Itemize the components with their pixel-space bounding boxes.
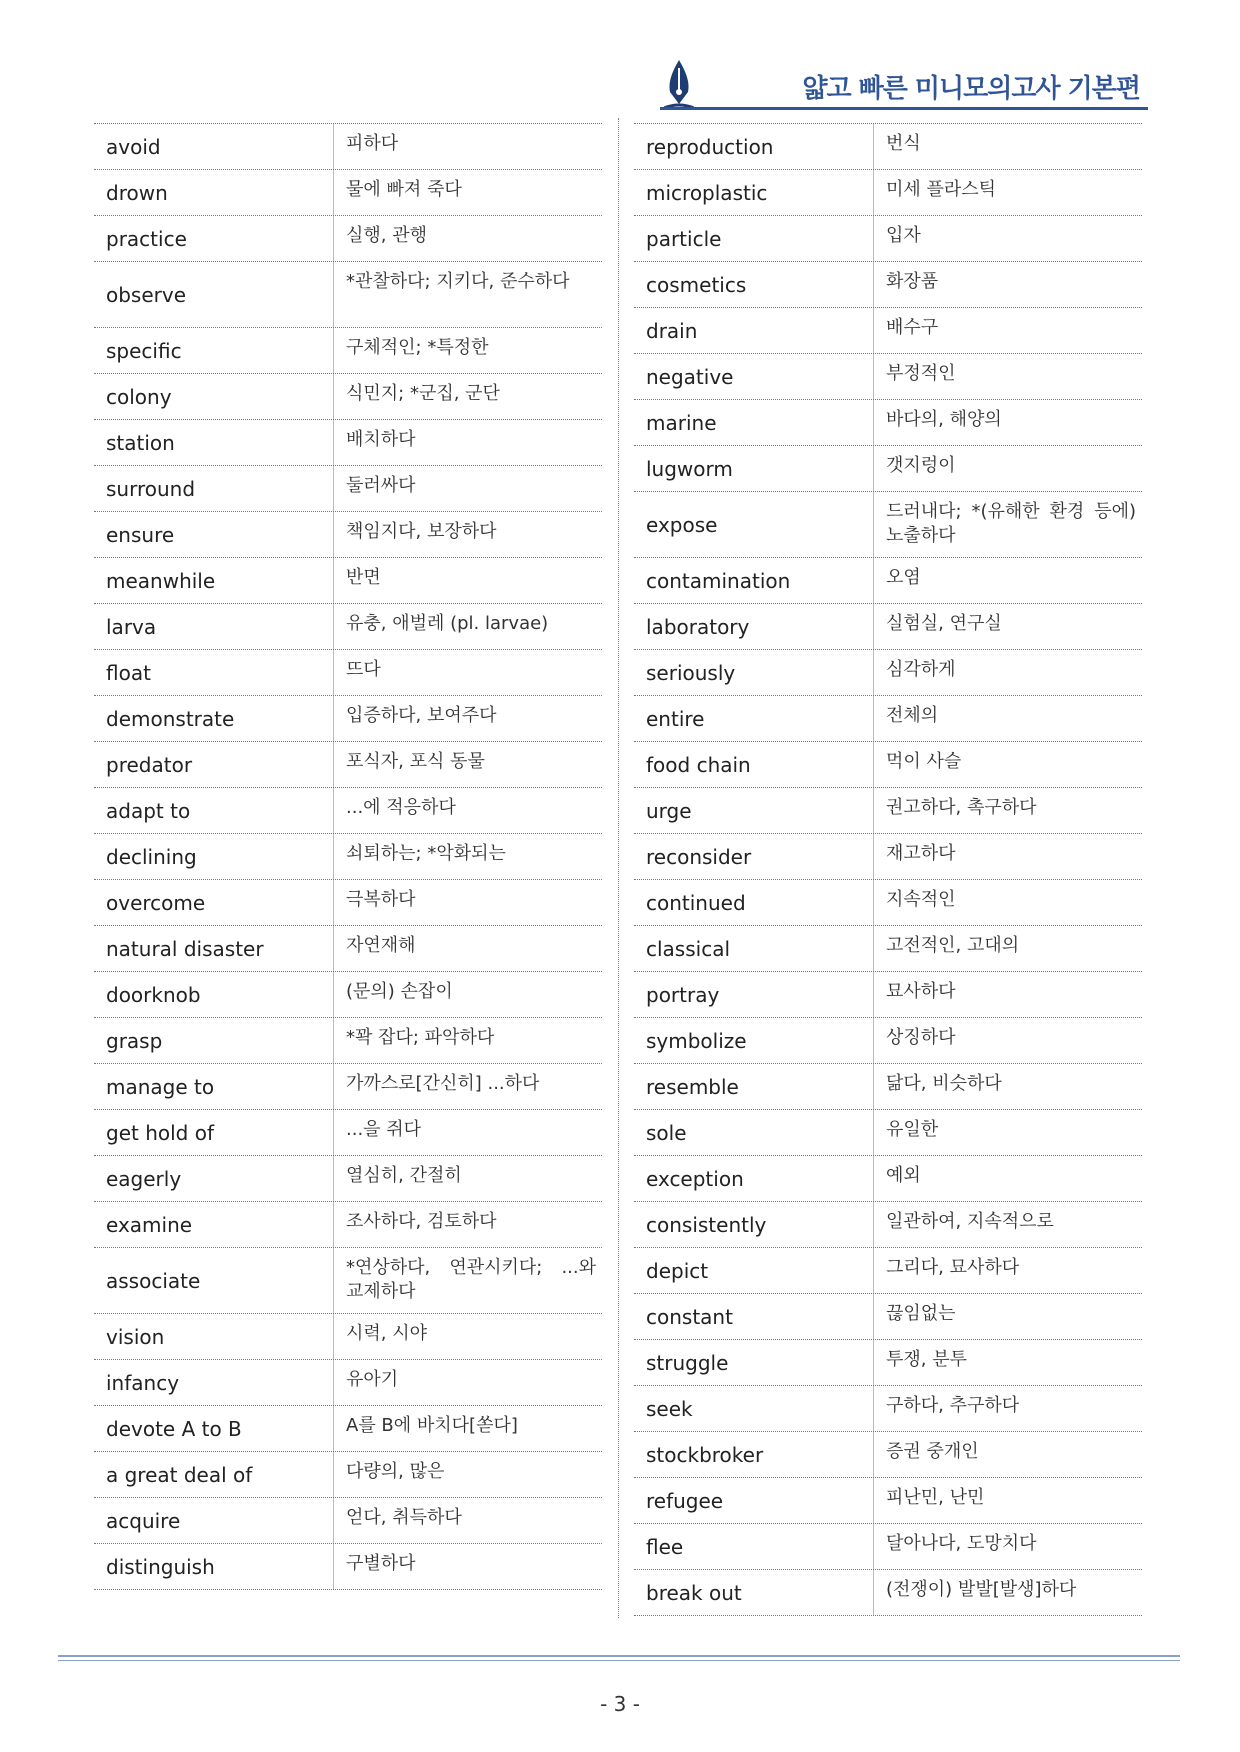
vocab-meaning: 입자 <box>886 225 921 246</box>
vocab-row <box>634 1064 1142 1110</box>
vocab-row <box>634 1340 1142 1386</box>
vocab-row <box>634 400 1142 446</box>
vocab-word: larva <box>94 604 334 649</box>
vocab-word: avoid <box>94 124 334 169</box>
vocab-word: observe <box>94 262 334 327</box>
vocab-meaning: 실험실, 연구실 <box>886 613 1002 634</box>
vocab-word: a great deal of <box>94 1452 334 1497</box>
vocab-word: grasp <box>94 1018 334 1063</box>
vocab-word: classical <box>634 926 874 971</box>
vocab-word: specific <box>94 328 334 373</box>
vocab-row <box>94 604 602 650</box>
vocab-meaning: 화장품 <box>886 271 939 292</box>
vocab-row <box>634 492 1142 558</box>
vocab-word: continued <box>634 880 874 925</box>
vocab-row <box>634 1202 1142 1248</box>
vocab-meaning: 실행, 관행 <box>346 225 427 246</box>
vocab-meaning: 재고하다 <box>886 843 956 864</box>
vocab-meaning: 먹이 사슬 <box>886 751 962 772</box>
vocab-word: overcome <box>94 880 334 925</box>
vocab-row <box>634 1110 1142 1156</box>
vocab-row <box>634 124 1142 170</box>
vocab-word: demonstrate <box>94 696 334 741</box>
vocab-column-left <box>94 123 602 1590</box>
vocab-word: float <box>94 650 334 695</box>
vocab-word: examine <box>94 1202 334 1247</box>
vocab-word: acquire <box>94 1498 334 1543</box>
vocab-meaning: 고전적인, 고대의 <box>886 935 1020 956</box>
vocab-row <box>94 1314 602 1360</box>
vocab-word: manage to <box>94 1064 334 1109</box>
vocab-row <box>634 354 1142 400</box>
vocab-row <box>94 650 602 696</box>
vocab-meaning: 피하다 <box>346 133 399 154</box>
vocab-word: break out <box>634 1570 874 1615</box>
vocab-word: colony <box>94 374 334 419</box>
vocab-word: declining <box>94 834 334 879</box>
vocab-row <box>94 696 602 742</box>
vocab-row <box>94 466 602 512</box>
footer-rule-thin <box>58 1660 1180 1661</box>
vocab-meaning: 끊임없는 <box>886 1303 956 1324</box>
vocab-meaning: 묘사하다 <box>886 981 956 1002</box>
vocab-word: eagerly <box>94 1156 334 1201</box>
vocab-meaning: 오염 <box>886 567 921 588</box>
vocab-row <box>634 604 1142 650</box>
vocab-row <box>634 1570 1142 1616</box>
vocab-row <box>634 1478 1142 1524</box>
vocab-meaning: 유아기 <box>346 1369 399 1390</box>
vocab-word: infancy <box>94 1360 334 1405</box>
vocab-meaning: 일관하여, 지속적으로 <box>886 1211 1054 1232</box>
vocab-word: natural disaster <box>94 926 334 971</box>
vocab-row <box>634 834 1142 880</box>
vocab-word: refugee <box>634 1478 874 1523</box>
column-divider <box>618 118 619 1618</box>
vocab-meaning: 투쟁, 분투 <box>886 1349 967 1370</box>
vocab-meaning: (문의) 손잡이 <box>346 981 453 1002</box>
vocab-row <box>634 558 1142 604</box>
vocab-meaning: 둘러싸다 <box>346 475 416 496</box>
vocab-row <box>94 1544 602 1590</box>
vocab-word: urge <box>634 788 874 833</box>
vocab-word: entire <box>634 696 874 741</box>
vocab-meaning: 배수구 <box>886 317 939 338</box>
vocab-word: distinguish <box>94 1544 334 1589</box>
vocab-row <box>634 972 1142 1018</box>
vocab-row <box>94 1452 602 1498</box>
vocab-row <box>94 1110 602 1156</box>
vocab-word: constant <box>634 1294 874 1339</box>
vocab-meaning: 구하다, 추구하다 <box>886 1395 1020 1416</box>
vocab-meaning: 지속적인 <box>886 889 956 910</box>
vocab-row <box>94 1248 602 1314</box>
vocab-meaning: 미세 플라스틱 <box>886 179 997 200</box>
vocab-meaning: *연상하다, 연관시키다; ...와 교제하다 <box>346 1257 596 1302</box>
vocab-word: marine <box>634 400 874 445</box>
vocab-meaning: ...에 적응하다 <box>346 797 456 818</box>
vocab-row <box>94 1406 602 1452</box>
vocab-row <box>634 1294 1142 1340</box>
vocab-row <box>634 788 1142 834</box>
vocab-row <box>634 926 1142 972</box>
vocab-row <box>94 512 602 558</box>
vocab-row <box>634 1018 1142 1064</box>
vocab-meaning: 시력, 시야 <box>346 1323 427 1344</box>
vocab-row <box>634 170 1142 216</box>
vocab-word: cosmetics <box>634 262 874 307</box>
vocab-row <box>634 1248 1142 1294</box>
vocab-meaning: 갯지렁이 <box>886 455 956 476</box>
vocab-row <box>94 1156 602 1202</box>
vocab-word: seriously <box>634 650 874 695</box>
vocab-word: depict <box>634 1248 874 1293</box>
vocab-word: particle <box>634 216 874 261</box>
vocab-meaning: 입증하다, 보여주다 <box>346 705 497 726</box>
vocab-meaning: 뜨다 <box>346 659 381 680</box>
vocab-row <box>94 742 602 788</box>
vocab-word: stockbroker <box>634 1432 874 1477</box>
vocab-row <box>634 696 1142 742</box>
vocab-meaning: 닮다, 비슷하다 <box>886 1073 1002 1094</box>
vocab-meaning: 달아나다, 도망치다 <box>886 1533 1037 1554</box>
vocab-word: adapt to <box>94 788 334 833</box>
vocab-meaning: 부정적인 <box>886 363 956 384</box>
vocab-row <box>94 262 602 328</box>
footer-rule <box>58 1655 1180 1657</box>
vocab-meaning: 가까스로[간신히] ...하다 <box>346 1073 540 1094</box>
vocab-row <box>634 1156 1142 1202</box>
vocab-word: resemble <box>634 1064 874 1109</box>
vocab-meaning: 전체의 <box>886 705 939 726</box>
vocab-meaning: 예외 <box>886 1165 921 1186</box>
vocab-word: laboratory <box>634 604 874 649</box>
vocab-row <box>94 328 602 374</box>
vocab-row <box>634 880 1142 926</box>
vocab-row <box>94 1360 602 1406</box>
vocab-row <box>634 262 1142 308</box>
vocab-column-right <box>634 123 1142 1616</box>
vocab-row <box>94 788 602 834</box>
vocab-word: practice <box>94 216 334 261</box>
vocab-row <box>634 446 1142 492</box>
book-title: 얇고 빠른 미니모의고사 기본편 <box>802 74 1140 104</box>
header-rule <box>660 107 1148 110</box>
vocab-row <box>94 972 602 1018</box>
vocab-word: surround <box>94 466 334 511</box>
vocab-word: portray <box>634 972 874 1017</box>
vocab-meaning: 열심히, 간절히 <box>346 1165 462 1186</box>
vocab-word: flee <box>634 1524 874 1569</box>
vocab-row <box>634 1432 1142 1478</box>
vocab-meaning: 그리다, 묘사하다 <box>886 1257 1020 1278</box>
vocab-word: negative <box>634 354 874 399</box>
vocab-meaning: 책임지다, 보장하다 <box>346 521 497 542</box>
vocab-row <box>634 308 1142 354</box>
vocab-word: meanwhile <box>94 558 334 603</box>
vocab-word: reproduction <box>634 124 874 169</box>
vocab-row <box>94 880 602 926</box>
vocab-row <box>94 374 602 420</box>
vocab-word: ensure <box>94 512 334 557</box>
vocab-meaning: 드러내다; *(유해한 환경 등에) 노출하다 <box>886 501 1136 546</box>
vocab-meaning: 포식자, 포식 동물 <box>346 751 485 772</box>
vocab-word: seek <box>634 1386 874 1431</box>
vocab-row <box>634 1386 1142 1432</box>
vocab-meaning: 번식 <box>886 133 921 154</box>
vocab-meaning: 증권 중개인 <box>886 1441 979 1462</box>
vocab-meaning: 자연재해 <box>346 935 416 956</box>
vocab-word: consistently <box>634 1202 874 1247</box>
vocab-meaning: 구별하다 <box>346 1553 416 1574</box>
vocab-row <box>94 834 602 880</box>
vocab-meaning: A를 B에 바치다[쏟다] <box>346 1415 518 1436</box>
vocab-row <box>94 1018 602 1064</box>
vocab-word: exception <box>634 1156 874 1201</box>
vocab-meaning: (전쟁이) 발발[발생]하다 <box>886 1579 1077 1600</box>
vocab-word: predator <box>94 742 334 787</box>
vocab-word: expose <box>634 492 874 557</box>
vocab-meaning: 조사하다, 검토하다 <box>346 1211 497 1232</box>
vocab-word: get hold of <box>94 1110 334 1155</box>
vocab-word: struggle <box>634 1340 874 1385</box>
vocab-meaning: 반면 <box>346 567 381 588</box>
vocab-row <box>94 1498 602 1544</box>
vocab-row <box>634 216 1142 262</box>
vocab-row <box>94 1064 602 1110</box>
vocab-meaning: 바다의, 해양의 <box>886 409 1002 430</box>
vocab-meaning: 심각하게 <box>886 659 956 680</box>
vocab-meaning: 상징하다 <box>886 1027 956 1048</box>
vocab-row <box>94 124 602 170</box>
vocab-word: devote A to B <box>94 1406 334 1451</box>
fountain-pen-nib-icon <box>664 58 694 110</box>
vocab-word: station <box>94 420 334 465</box>
vocab-word: vision <box>94 1314 334 1359</box>
vocab-row <box>634 650 1142 696</box>
vocab-meaning: 극복하다 <box>346 889 416 910</box>
vocab-meaning: ...을 쥐다 <box>346 1119 422 1140</box>
vocab-word: symbolize <box>634 1018 874 1063</box>
page-header <box>660 58 1148 110</box>
vocab-word: reconsider <box>634 834 874 879</box>
vocab-meaning: 유충, 애벌레 (pl. larvae) <box>346 613 549 634</box>
vocab-word: microplastic <box>634 170 874 215</box>
vocab-word: food chain <box>634 742 874 787</box>
vocab-meaning: *관찰하다; 지키다, 준수하다 <box>346 271 570 292</box>
vocab-row <box>634 742 1142 788</box>
vocab-meaning: 식민지; *군집, 군단 <box>346 383 500 404</box>
vocab-row <box>94 1202 602 1248</box>
vocab-word: contamination <box>634 558 874 603</box>
vocab-meaning: 다량의, 많은 <box>346 1461 445 1482</box>
vocab-meaning: 물에 빠져 죽다 <box>346 179 462 200</box>
vocab-row <box>94 558 602 604</box>
vocab-meaning: 유일한 <box>886 1119 939 1140</box>
vocab-word: sole <box>634 1110 874 1155</box>
vocab-word: doorknob <box>94 972 334 1017</box>
vocab-meaning: 배치하다 <box>346 429 416 450</box>
vocab-word: drown <box>94 170 334 215</box>
vocab-row <box>94 216 602 262</box>
vocab-meaning: *꽉 잡다; 파악하다 <box>346 1027 495 1048</box>
vocab-word: associate <box>94 1248 334 1313</box>
vocab-word: drain <box>634 308 874 353</box>
vocab-meaning: 구체적인; *특정한 <box>346 337 489 358</box>
vocab-row <box>634 1524 1142 1570</box>
vocab-meaning: 얻다, 취득하다 <box>346 1507 462 1528</box>
vocab-meaning: 권고하다, 촉구하다 <box>886 797 1037 818</box>
vocab-meaning: 쇠퇴하는; *악화되는 <box>346 843 506 864</box>
vocab-row <box>94 420 602 466</box>
page-number: - 3 - <box>600 1692 640 1716</box>
vocab-word: lugworm <box>634 446 874 491</box>
vocab-meaning: 피난민, 난민 <box>886 1487 985 1508</box>
vocab-row <box>94 170 602 216</box>
vocab-row <box>94 926 602 972</box>
